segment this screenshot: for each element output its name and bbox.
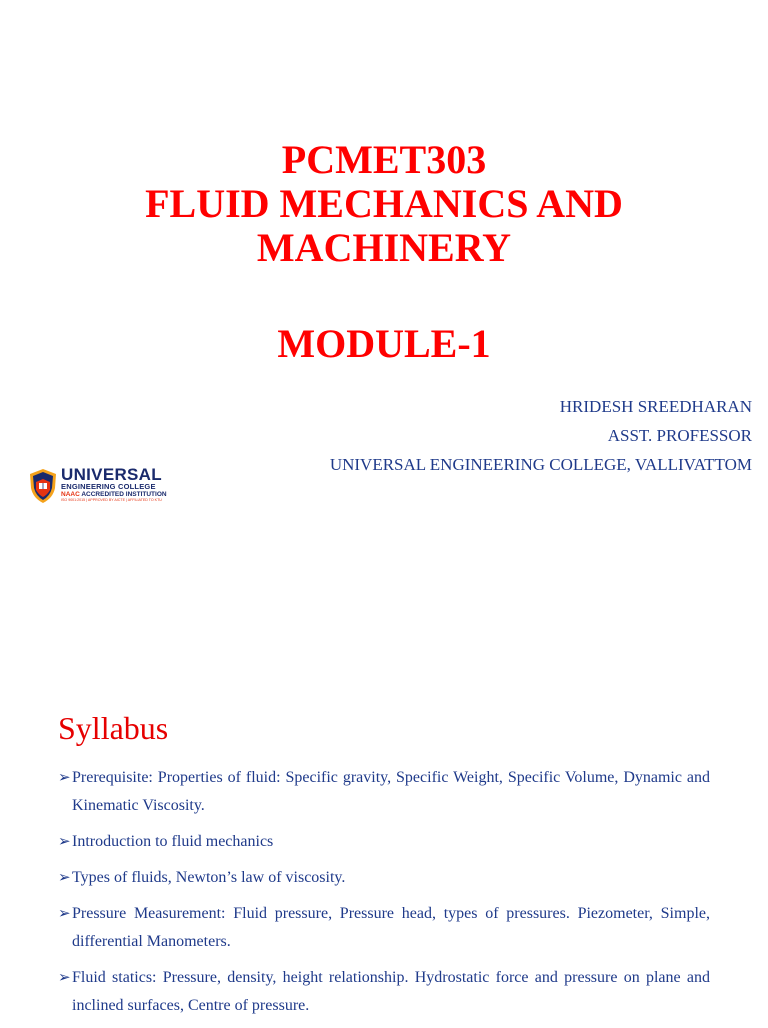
- syllabus-list: [58, 764, 710, 1028]
- bullet-arrow-icon: ➢: [58, 970, 71, 986]
- college-logo: [28, 466, 168, 506]
- list-item: [58, 764, 710, 820]
- slide-gap: [0, 576, 768, 690]
- list-item: [58, 828, 710, 856]
- syllabus-slide: [0, 690, 768, 1024]
- logo-name: UNIVERSAL: [61, 465, 162, 484]
- syllabus-heading: Syllabus: [58, 710, 169, 746]
- shield-emblem-icon: [28, 468, 58, 504]
- author-name: HRIDESH SREEDHARAN: [559, 397, 752, 416]
- bullet-arrow-icon: ➢: [58, 906, 71, 922]
- list-item-text: Types of fluids, Newton’s law of viscosity.: [72, 869, 346, 886]
- course-title-line-2: MACHINERY: [256, 225, 512, 270]
- list-item-text: Pressure Measurement: Fluid pressure, Pressure head, types of pressures. Piezometer, Simple, differential Manometers.: [72, 905, 710, 950]
- bullet-arrow-icon: ➢: [58, 770, 71, 786]
- author-role: ASST. PROFESSOR: [607, 426, 752, 445]
- bullet-arrow-icon: ➢: [58, 834, 71, 850]
- course-title-line-1: FLUID MECHANICS AND: [145, 181, 623, 226]
- list-item-text: Introduction to fluid mechanics: [72, 833, 274, 850]
- author-institution: UNIVERSAL ENGINEERING COLLEGE, VALLIVATTOM: [329, 455, 752, 474]
- list-item-text: Fluid statics: Pressure, density, height relationship. Hydrostatic force and pressure on plane and inclined surfaces, Centre of pressure.: [72, 969, 710, 1014]
- logo-iso-line: ISO 9001:2015 | APPROVED BY AICTE | AFFILIATED TO KTU: [61, 498, 162, 502]
- logo-naac-rest: ACCREDITED INSTITUTION: [79, 491, 167, 498]
- module-label: MODULE-1: [277, 321, 491, 366]
- author-info: [330, 392, 752, 479]
- course-title: [0, 138, 768, 270]
- logo-subtitle: ENGINEERING COLLEGE: [61, 482, 156, 491]
- bullet-arrow-icon: ➢: [58, 870, 71, 886]
- logo-naac-highlight: NAAC: [61, 491, 80, 498]
- list-item-text: Prerequisite: Properties of fluid: Specific gravity, Specific Weight, Specific Volume, Dynamic and Kinematic Viscosity.: [72, 769, 710, 814]
- list-item: [58, 964, 710, 1020]
- list-item: [58, 864, 710, 892]
- list-item: [58, 900, 710, 956]
- logo-naac: [61, 491, 167, 498]
- course-code: PCMET303: [281, 137, 487, 182]
